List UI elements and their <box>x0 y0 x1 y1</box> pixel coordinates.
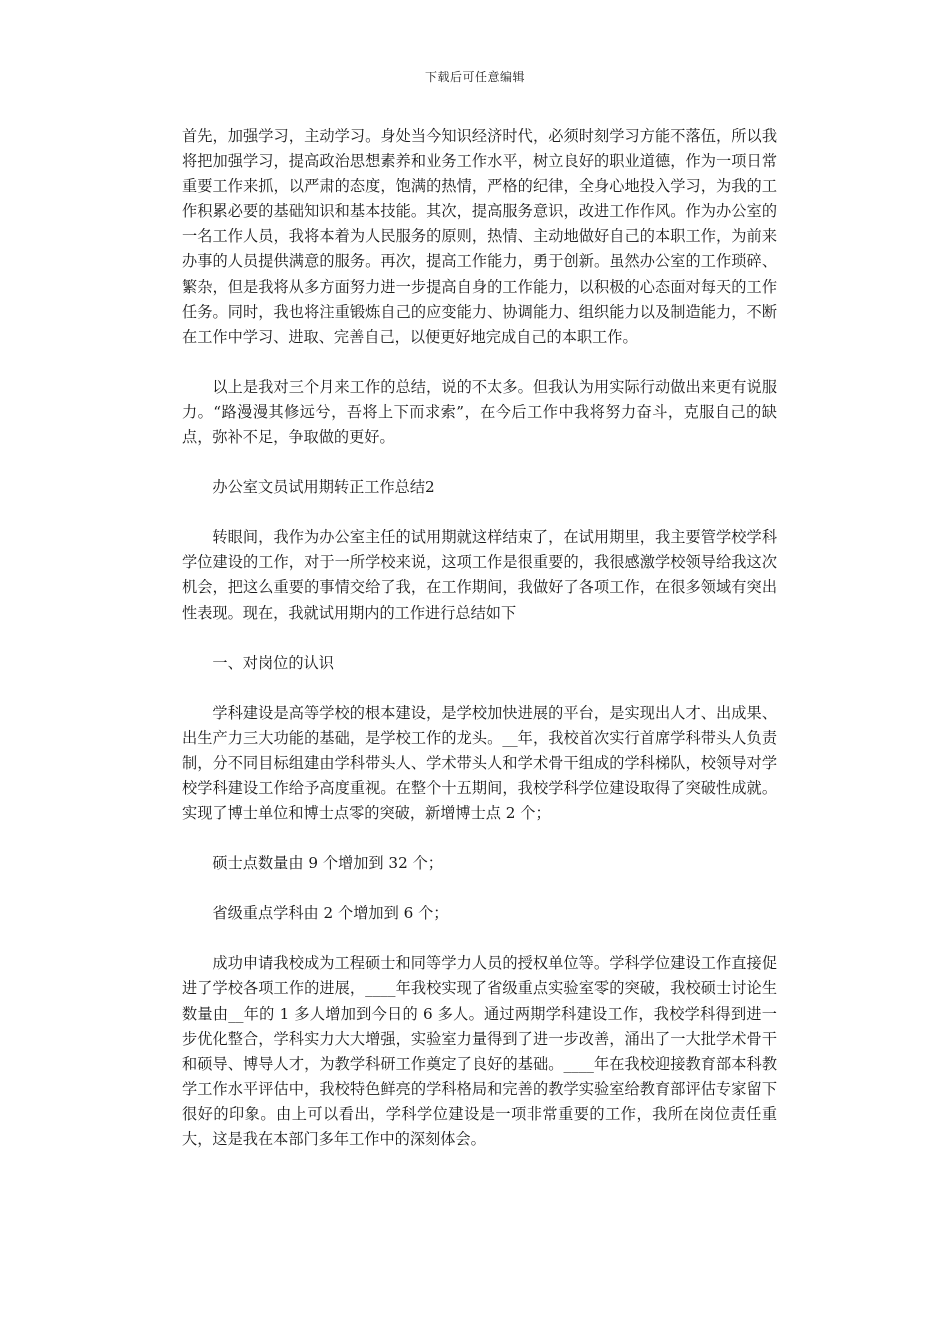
paragraph-1: 首先，加强学习，主动学习。身处当今知识经济时代，必须时刻学习方能不落伍，所以我将把加强学习，提高政治思想素养和业务工作水平，树立良好的职业道德，作为一项日常重要工作来抓，以严肃的态度，饱满的热情，严格的纪律，全身心地投入学习，为我的工作积累必要的基础知识和基本技能。其次，提高服务意识，改进工作作风。作为办公室的一名工作人员，我将本着为人民服务的原则，热情、主动地做好自己的本职工作，为前来办事的人员提供满意的服务。再次，提高工作能力，勇于创新。虽然办公室的工作琐碎、繁杂，但是我将从多方面努力进一步提高自身的工作能力，以积极的心态面对每天的工作任务。同时，我也将注重锻炼自己的应变能力、协调能力、组织能力以及制造能力，不断在工作中学习、进取、完善自己，以便更好地完成自己的本职工作。 <box>182 127 777 346</box>
paragraph-6: 学科建设是高等学校的根本建设，是学校加快进展的平台，是实现出人才、出成果、出生产力三大功能的基础，是学校工作的龙头。__年，我校首次实行首席学科带头人负责制，分不同目标组建由学科带头人、学术带头人和学术骨干组成的学科梯队，校领导对学校学科建设工作给予高度重视。在整个十五期间，我校学科学位建设取得了突破性成就。实现了博士单位和博士点零的突破，新增博士点 2 个； <box>182 703 777 823</box>
paragraph-4: 转眼间，我作为办公室主任的试用期就这样结束了，在试用期里，我主要管学校学科学位建设的工作，对于一所学校来说，这项工作是很重要的，我很感激学校领导给我这次机会，把这么重要的事情交给了我，在工作期间，我做好了各项工作，在很多领域有突出性表现。现在，我就试用期内的工作进行总结如下 <box>182 528 777 622</box>
subsection-heading: 一、对岗位的认识 <box>212 653 334 672</box>
paragraph-gap <box>182 500 777 525</box>
paragraph-gap <box>182 350 777 375</box>
paragraph-8: 省级重点学科由 2 个增加到 6 个； <box>212 904 449 923</box>
paragraph-7: 硕士点数量由 9 个增加到 32 个； <box>212 854 443 873</box>
paragraph-gap <box>182 450 777 475</box>
paragraph-gap <box>182 876 777 901</box>
paragraph-gap <box>182 626 777 651</box>
paragraph-9: 成功申请我校成为工程硕士和同等学力人员的授权单位等。学科学位建设工作直接促进了学校各项工作的进展，____年我校实现了省级重点实验室零的突破，我校硕士讨论生数量由__年的 1 多人增加到今日的 6 多人。通过两期学科建设工作，我校学科得到进一步优化整合，学科实力大大增强，实验室力量得到了进一步改善，涌出了一大批学术骨干和硕导、博导人才，为教学科研工作奠定了良好的基础。____年在我校迎接教育部本科教学工作水平评估中，我校特色鲜亮的学科格局和完善的教学实验室给教育部评估专家留下很好的印象。由上可以看出，学科学位建设是一项非常重要的工作，我所在岗位责任重大，这是我在本部门多年工作中的深刻体会。 <box>182 954 777 1148</box>
page-header-note: 下载后可任意编辑 <box>424 70 525 84</box>
section-title: 办公室文员试用期转正工作总结2 <box>212 478 435 497</box>
paragraph-2: 以上是我对三个月来工作的总结，说的不太多。但我认为用实际行动做出来更有说服力。“路漫漫其修远兮，吾将上下而求索”，在今后工作中我将努力奋斗，克服自己的缺点，弥补不足，争取做的更好。 <box>182 377 777 447</box>
paragraph-gap <box>182 676 777 701</box>
paragraph-gap <box>182 826 777 851</box>
paragraph-gap <box>182 926 777 951</box>
document-body <box>182 124 777 1152</box>
